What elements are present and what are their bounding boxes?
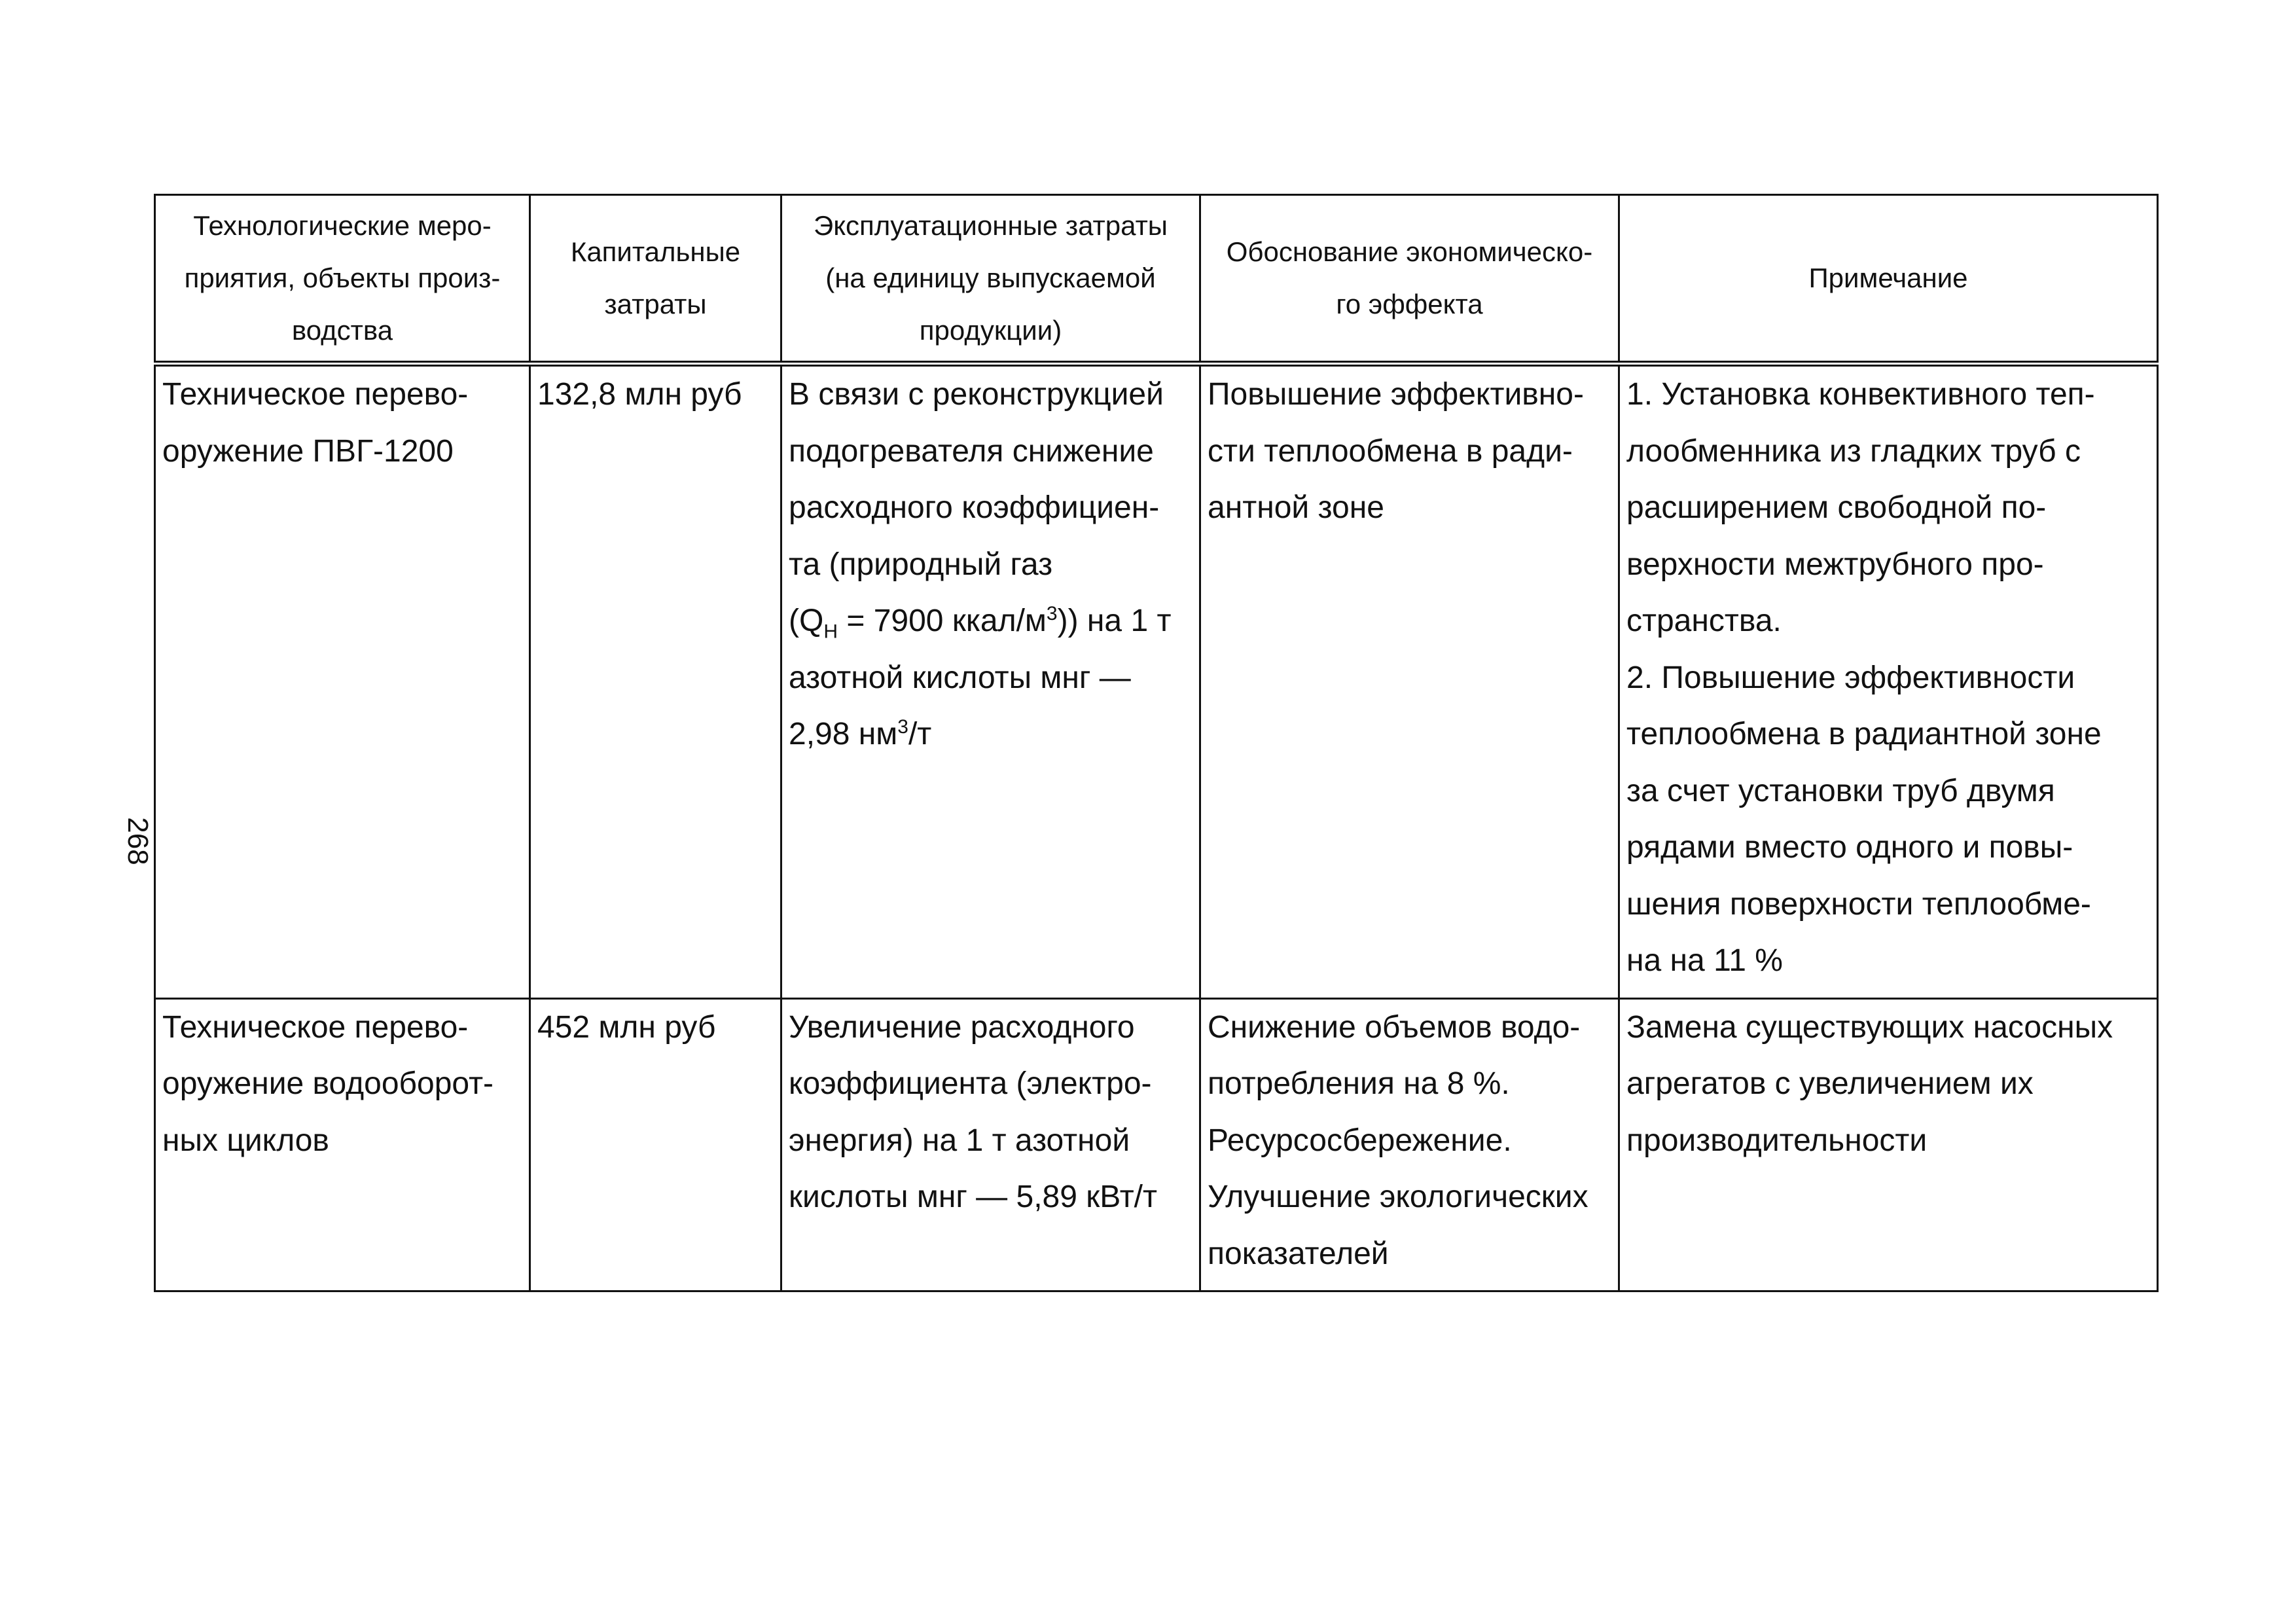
cell-note: 1. Установка конвективного теп- лообменника из гладких труб с расширением свободной по- верхности межтрубного про- странства. 2. Повышение эффективности теплообмена в радиантной зоне за счет установки труб двумя рядами вместо одного и повы- шения поверхности теплообме- на на 11 % — [1619, 364, 2158, 999]
header-operating-costs: Эксплуатационные затраты (на единицу выпускаемой продукции) — [781, 195, 1200, 364]
cell-justification: Повышение эффективно- сти теплообмена в ради- антной зоне — [1200, 364, 1619, 999]
cell-justification: Снижение объемов водо- потребления на 8 %. Ресурсосбережение. Улучшение экологических показателей — [1200, 998, 1619, 1291]
cell-operating: В связи с реконструкцией подогревателя снижение расходного коэффициен- та (природный газ ($Q_Н = 7900$ ккал/$м^3$)) на 1 т азотной кислоты мнг — 2,98 $нм^3/т$ — [781, 364, 1200, 999]
cell-capital: 132,8 млн руб — [530, 364, 781, 999]
cell-operating: Увеличение расходного коэффициента (электро- энергия) на 1 т азотной кислоты мнг — 5,89 кВт/т — [781, 998, 1200, 1291]
header-measures: Технологические меро- приятия, объекты произ- водства — [155, 195, 530, 364]
page-number: 268 — [122, 817, 154, 865]
header-justification: Обоснование экономическо- го эффекта — [1200, 195, 1619, 364]
value-line: 2,98 $нм^3/т$ — [789, 716, 932, 751]
header-note: Примечание — [1619, 195, 2158, 364]
formula-line: ($Q_Н = 7900$ ккал/$м^3$)) на 1 т — [789, 603, 1172, 643]
table-header-row — [155, 195, 2158, 364]
cell-capital: 452 млн руб — [530, 998, 781, 1291]
cell-measure: Техническое перево- оружение ПВГ-1200 — [155, 364, 530, 999]
cell-note: Замена существующих насосных агрегатов с увеличением их производительности — [1619, 998, 2158, 1291]
measures-table — [154, 194, 2159, 1292]
cell-measure: Техническое перево- оружение водооборот- ных циклов — [155, 998, 530, 1291]
header-capital-costs: Капитальные затраты — [530, 195, 781, 364]
table-row — [155, 998, 2158, 1291]
table-row — [155, 364, 2158, 999]
